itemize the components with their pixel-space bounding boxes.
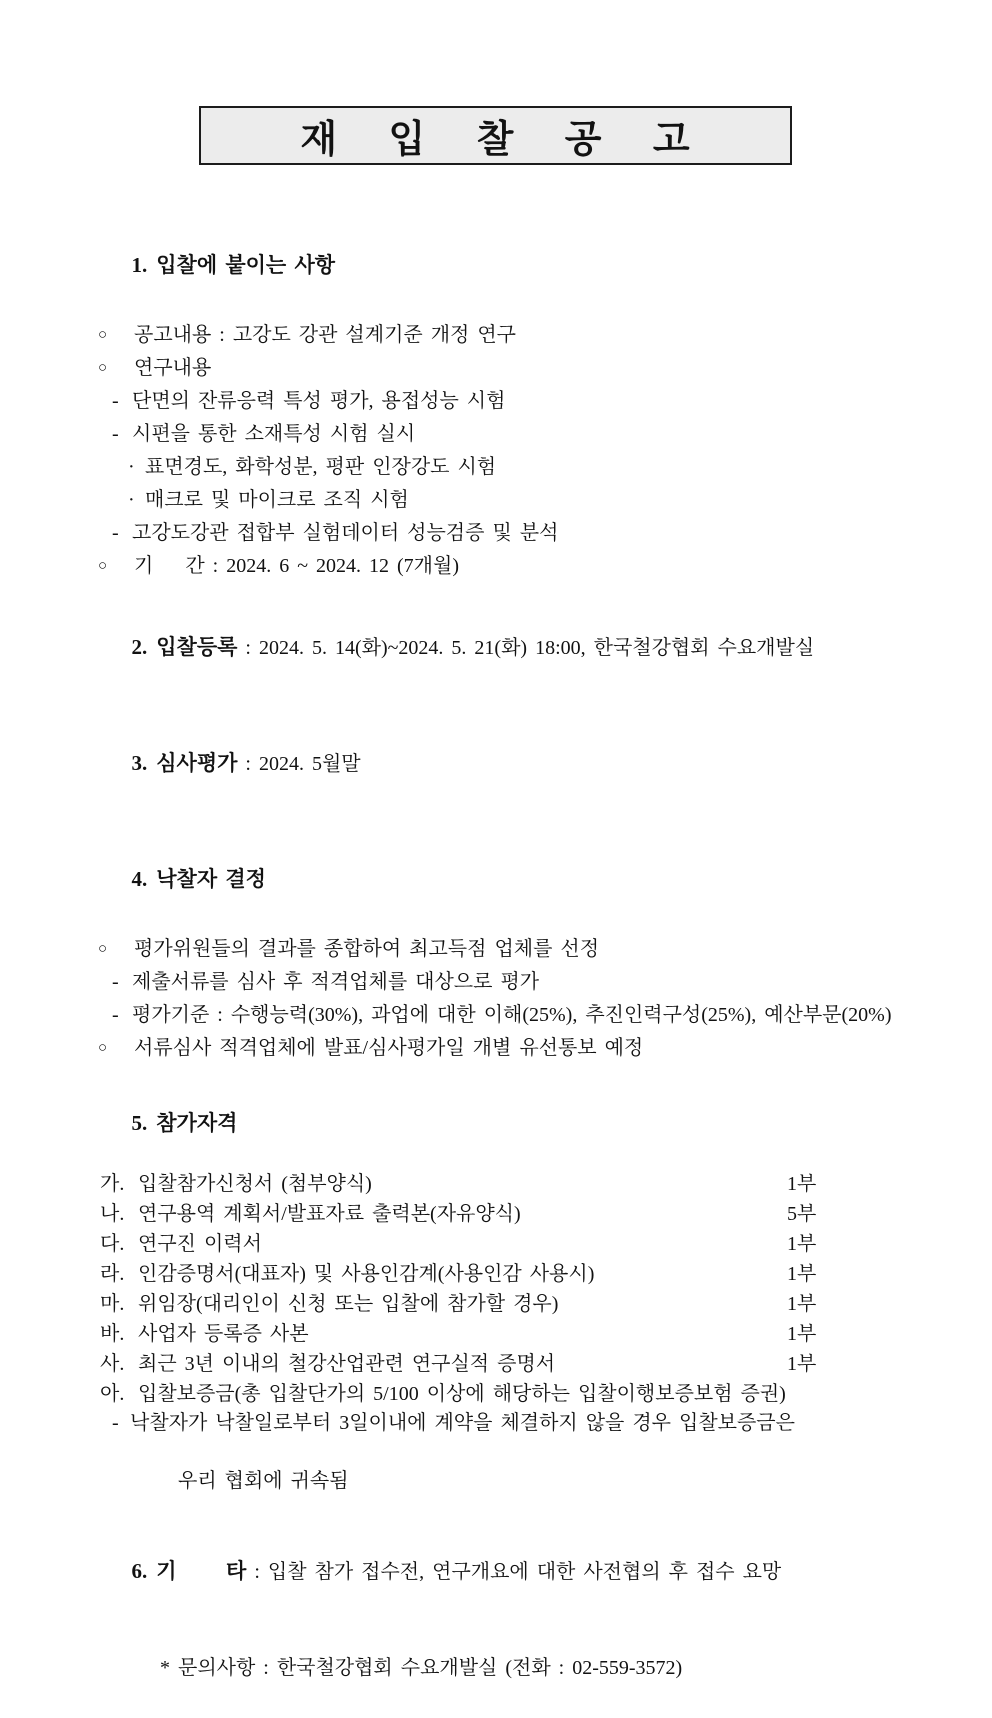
section-2-detail: : 2024. 5. 14(화)~2024. 5. 21(화) 18:00, 한국철강협회 수요개발실 bbox=[237, 637, 815, 659]
list-item bbox=[128, 484, 934, 517]
list-item bbox=[112, 385, 934, 418]
circle-bullet-icon: ○ bbox=[98, 941, 108, 957]
section-4-number: 4. bbox=[131, 867, 148, 891]
dash-bullet-icon: - bbox=[112, 522, 119, 544]
list-item bbox=[98, 933, 934, 966]
row-count: 1부 bbox=[787, 1323, 817, 1345]
list-item bbox=[128, 451, 934, 484]
list-item-text: 제출서류를 심사 후 적격업체를 대상으로 평가 bbox=[132, 971, 540, 993]
row-count: 1부 bbox=[787, 1173, 817, 1195]
qualification-rows bbox=[82, 1169, 934, 1409]
section-4-title: 낙찰자 결정 bbox=[156, 867, 266, 891]
list-item-text: 고강도강관 접합부 실험데이터 성능검증 및 분석 bbox=[132, 522, 559, 544]
row-count: 5부 bbox=[787, 1203, 817, 1225]
section-bid-registration bbox=[82, 596, 934, 699]
list-item-text: 평가기준 : 수행능력(30%), 과업에 대한 이해(25%), 추진인력구성(25%), 예산부문(20%) bbox=[132, 1004, 892, 1026]
section-6-number: 6. bbox=[131, 1559, 148, 1583]
row-text: 최근 3년 이내의 철강산업관련 연구실적 증명서 bbox=[138, 1353, 556, 1375]
list-item-text: 연구내용 bbox=[134, 357, 212, 379]
row-text: 사업자 등록증 사본 bbox=[138, 1323, 309, 1345]
row-text: 위임장(대리인이 신청 또는 입찰에 참가할 경우) bbox=[138, 1293, 559, 1315]
row-label: 나. bbox=[100, 1203, 125, 1225]
section-1-items bbox=[82, 319, 934, 583]
section-2-number: 2. bbox=[131, 635, 148, 659]
section-3-detail: : 2024. 5월말 bbox=[237, 753, 361, 775]
row-text: 인감증명서(대표자) 및 사용인감계(사용인감 사용시) bbox=[138, 1263, 595, 1285]
section-5-number: 5. bbox=[131, 1111, 148, 1135]
list-item bbox=[98, 550, 934, 583]
contact-footnote bbox=[112, 1619, 934, 1718]
section-evaluation-date bbox=[82, 712, 934, 815]
circle-bullet-icon: ○ bbox=[98, 558, 108, 574]
table-row bbox=[100, 1259, 934, 1289]
dot-bullet-icon: · bbox=[128, 489, 135, 511]
table-row bbox=[100, 1349, 934, 1379]
list-item-text: 시편을 통한 소재특성 시험 실시 bbox=[132, 423, 416, 445]
section-3-title: 심사평가 bbox=[156, 751, 238, 775]
section-1-heading bbox=[82, 214, 934, 316]
section-5-heading bbox=[82, 1078, 934, 1168]
row-label: 마. bbox=[100, 1293, 125, 1315]
list-item bbox=[112, 966, 934, 999]
section-misc bbox=[82, 1525, 934, 1718]
list-item bbox=[112, 999, 934, 1032]
table-row bbox=[100, 1229, 934, 1259]
section-1-title: 입찰에 붙이는 사항 bbox=[156, 253, 336, 277]
circle-bullet-icon: ○ bbox=[98, 1040, 108, 1056]
row-count: 1부 bbox=[787, 1353, 817, 1375]
table-row bbox=[100, 1289, 934, 1319]
row-text: 입찰보증금(총 입찰단가의 5/100 이상에 해당하는 입찰이행보증보험 증권) bbox=[138, 1383, 786, 1405]
list-item bbox=[112, 517, 934, 550]
section-qualifications bbox=[82, 1078, 934, 1525]
row-label: 사. bbox=[100, 1353, 125, 1375]
section-winner-decision bbox=[82, 828, 934, 1065]
section-1-number: 1. bbox=[131, 253, 148, 277]
section-2-title: 입찰등록 bbox=[156, 635, 238, 659]
list-item bbox=[98, 1032, 934, 1065]
dot-bullet-icon: · bbox=[128, 456, 135, 478]
table-row bbox=[100, 1169, 934, 1199]
row-label: 가. bbox=[100, 1173, 125, 1195]
section-4-items bbox=[82, 933, 934, 1065]
list-item bbox=[98, 319, 934, 352]
row-text: 연구진 이력서 bbox=[138, 1233, 262, 1255]
deposit-note-line-1 bbox=[112, 1409, 934, 1438]
section-3-heading bbox=[82, 712, 934, 815]
note-text: 우리 협회에 귀속됨 bbox=[178, 1470, 349, 1492]
list-item-text: 기 간 : 2024. 6 ~ 2024. 12 (7개월) bbox=[134, 555, 459, 577]
dash-bullet-icon: - bbox=[112, 1004, 119, 1026]
note-text: 낙찰자가 낙찰일로부터 3일이내에 계약을 체결하지 않을 경우 입찰보증금은 bbox=[130, 1412, 795, 1434]
dash-bullet-icon: - bbox=[112, 971, 119, 993]
row-label: 다. bbox=[100, 1233, 125, 1255]
row-label: 아. bbox=[100, 1383, 125, 1405]
section-4-heading bbox=[82, 828, 934, 930]
row-text: 입찰참가신청서 (첨부양식) bbox=[138, 1173, 372, 1195]
list-item bbox=[98, 352, 934, 385]
section-3-number: 3. bbox=[131, 751, 148, 775]
contact-text: * 문의사항 : 한국철강협회 수요개발실 (전화 : 02-559-3572) bbox=[160, 1657, 683, 1679]
row-label: 라. bbox=[100, 1263, 125, 1285]
table-row bbox=[100, 1379, 934, 1409]
row-label: 바. bbox=[100, 1323, 125, 1345]
list-item-text: 공고내용 : 고강도 강관 설계기준 개정 연구 bbox=[134, 324, 516, 346]
list-item bbox=[112, 418, 934, 451]
section-bid-terms bbox=[82, 214, 934, 583]
section-5-title: 참가자격 bbox=[156, 1111, 238, 1135]
dash-bullet-icon: - bbox=[112, 390, 119, 412]
section-6-detail: : 입찰 참가 접수전, 연구개요에 대한 사전협의 후 접수 요망 bbox=[246, 1561, 782, 1583]
row-count: 1부 bbox=[787, 1263, 817, 1285]
dash-bullet-icon: - bbox=[112, 1412, 119, 1434]
list-item-text: 단면의 잔류응력 특성 평가, 용접성능 시험 bbox=[132, 390, 506, 412]
row-text: 연구용역 계획서/발표자료 출력본(자유양식) bbox=[138, 1203, 521, 1225]
table-row bbox=[100, 1319, 934, 1349]
page-title: 재 입 찰 공 고 bbox=[300, 119, 691, 161]
list-item-text: 표면경도, 화학성분, 평판 인장강도 시험 bbox=[145, 456, 497, 478]
list-item-text: 평가위원들의 결과를 종합하여 최고득점 업체를 선정 bbox=[134, 938, 600, 960]
list-item-text: 서류심사 적격업체에 발표/심사평가일 개별 유선통보 예정 bbox=[134, 1037, 644, 1059]
section-6-title: 기 타 bbox=[156, 1559, 247, 1583]
deposit-note-line-2 bbox=[130, 1438, 934, 1525]
row-count: 1부 bbox=[787, 1233, 817, 1255]
table-row bbox=[100, 1199, 934, 1229]
circle-bullet-icon: ○ bbox=[98, 327, 108, 343]
circle-bullet-icon: ○ bbox=[98, 360, 108, 376]
section-2-heading bbox=[82, 596, 934, 699]
title-box bbox=[199, 106, 792, 165]
list-item-text: 매크로 및 마이크로 조직 시험 bbox=[145, 489, 409, 511]
dash-bullet-icon: - bbox=[112, 423, 119, 445]
section-6-heading bbox=[82, 1525, 934, 1619]
row-count: 1부 bbox=[787, 1293, 817, 1315]
